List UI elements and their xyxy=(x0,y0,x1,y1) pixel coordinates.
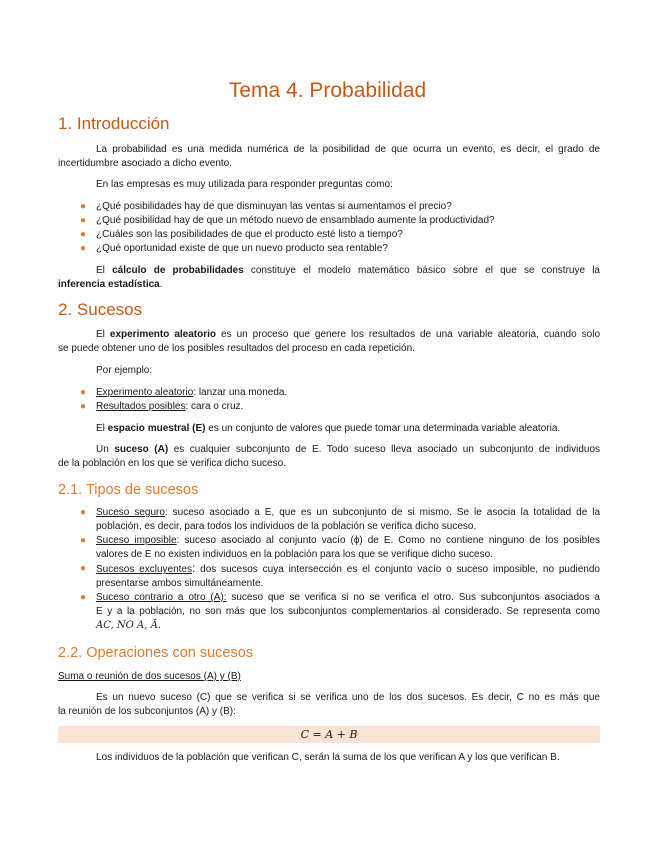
list-item: ● Suceso imposible: suceso asociado al conjunto vacío (ϕ) de E. Como no contiene ninguno de los posibles valores de E no existen individuos en la población para los que se verifique dicho suceso. xyxy=(80,535,600,560)
intro-line-2: incertidumbre asociado a dicho evento. xyxy=(58,158,232,169)
heading-introduccion: 1. Introducción xyxy=(58,114,170,133)
bold-term: experimento aleatorio xyxy=(109,329,217,340)
experimento-paragraph: El experimento aleatorio es un proceso que genere los resultados de una variable aleatoria, cuando solo se puede obtener uno de los posibles resultados del proceso en cada repetición. xyxy=(58,329,601,354)
bullet-icon: ● xyxy=(80,215,87,226)
bullet-icon: ● xyxy=(80,563,87,574)
list-item: ● ¿Qué oportunidad existe de que un nuevo producto sea rentable? xyxy=(80,243,388,254)
formula: C = A + B xyxy=(300,728,358,741)
suceso-paragraph: Un suceso (A) es cualquier subconjunto de E. Todo suceso lleva asociado un subconjunto de individuos de la población en los que se verifica dicho suceso. xyxy=(58,444,601,469)
suma-paragraph: Es un nuevo suceso (C) que se verifica si se verifica uno de los dos sucesos. Es decir, C no es más que la reunión de los subconjuntos (A) y (B): xyxy=(58,692,600,717)
calculo-paragraph: El cálculo de probabilidades constituye el modelo matemático básico sobre el que se construye la inferencia estadística. xyxy=(58,265,600,290)
list-item: ● Resultados posibles: cara o cruz. xyxy=(80,401,244,412)
bullet-icon: ● xyxy=(80,535,87,546)
bullet-icon: ● xyxy=(80,401,87,412)
intro-questions-lead: En las empresas es muy utilizada para responder preguntas como: xyxy=(96,179,393,190)
list-item: ● ¿Qué posibilidad hay de que un método nuevo de ensamblado aumente la productividad? xyxy=(80,215,495,226)
list-item: ● ¿Cuáles son las posibilidades de que el producto esté listo a tiempo? xyxy=(80,229,403,240)
list-item: ● Suceso seguro: suceso asociado a E, que es un subconjunto de si mismo. Se le asocia la totalidad de la población, es decir, para todos los individuos de la población se verifica dicho suceso. xyxy=(80,507,601,532)
bullet-icon: ● xyxy=(80,507,87,518)
heading-tipos-de-sucesos: 2.1. Tipos de sucesos xyxy=(58,482,199,498)
list-item: ● Suceso contrario a otro (A): suceso que se verifica si no se verifica el otro. Sus subconjuntos asociados a E y a la población, no son más que los subconjuntos complementarios al considerado. Se representa como AC, NO A, Ā. xyxy=(80,592,600,631)
intro-paragraph xyxy=(58,143,600,171)
bullet-icon: ● xyxy=(80,243,87,254)
list-item: ● Sucesos excluyentes: dos sucesos cuya intersección es el conjunto vacío o suceso imposible, no pudiendo presentarse ambos simultáneamente. xyxy=(80,561,600,589)
bullet-icon: ● xyxy=(80,592,87,603)
list-item: ● ¿Qué posibilidades hay de que disminuyan las ventas si aumentamos el precio? xyxy=(80,201,452,212)
bullet-icon: ● xyxy=(80,387,87,398)
contrario-notation: AC, NO A, Ā. xyxy=(96,620,161,631)
suma-subheading: Suma o reunión de dos sucesos (A) y (B) xyxy=(58,671,241,682)
tipos-list xyxy=(80,506,601,633)
bold-term: cálculo de probabilidades xyxy=(112,265,244,276)
espacio-muestral-paragraph: El espacio muestral (E) es un conjunto de valores que puede tomar una determinada variable aleatoria. xyxy=(96,423,561,434)
bold-term: suceso (A) xyxy=(114,444,169,455)
list-item: ● Experimento aleatorio: lanzar una moneda. xyxy=(80,387,288,398)
bold-term: espacio muestral (E) xyxy=(107,423,206,434)
example-list xyxy=(80,386,600,414)
heading-operaciones: 2.2. Operaciones con sucesos xyxy=(58,645,254,661)
bullet-icon: ● xyxy=(80,201,87,212)
intro-question-list xyxy=(80,200,600,256)
bullet-icon: ● xyxy=(80,229,87,240)
document-title: Tema 4. Probabilidad xyxy=(228,79,427,102)
individuos-paragraph: Los individuos de la población que verifican C, serán la suma de los que verifican A y los que verifican B. xyxy=(96,752,560,763)
ejemplo-label: Por ejemplo: xyxy=(96,365,153,376)
heading-sucesos: 2. Sucesos xyxy=(58,300,143,319)
intro-line-1: La probabilidad es una medida numérica de la posibilidad de que ocurra un evento, es decir, el grado de xyxy=(96,144,600,155)
bold-term: inferencia estadística xyxy=(58,279,160,290)
formula-box xyxy=(58,726,600,743)
